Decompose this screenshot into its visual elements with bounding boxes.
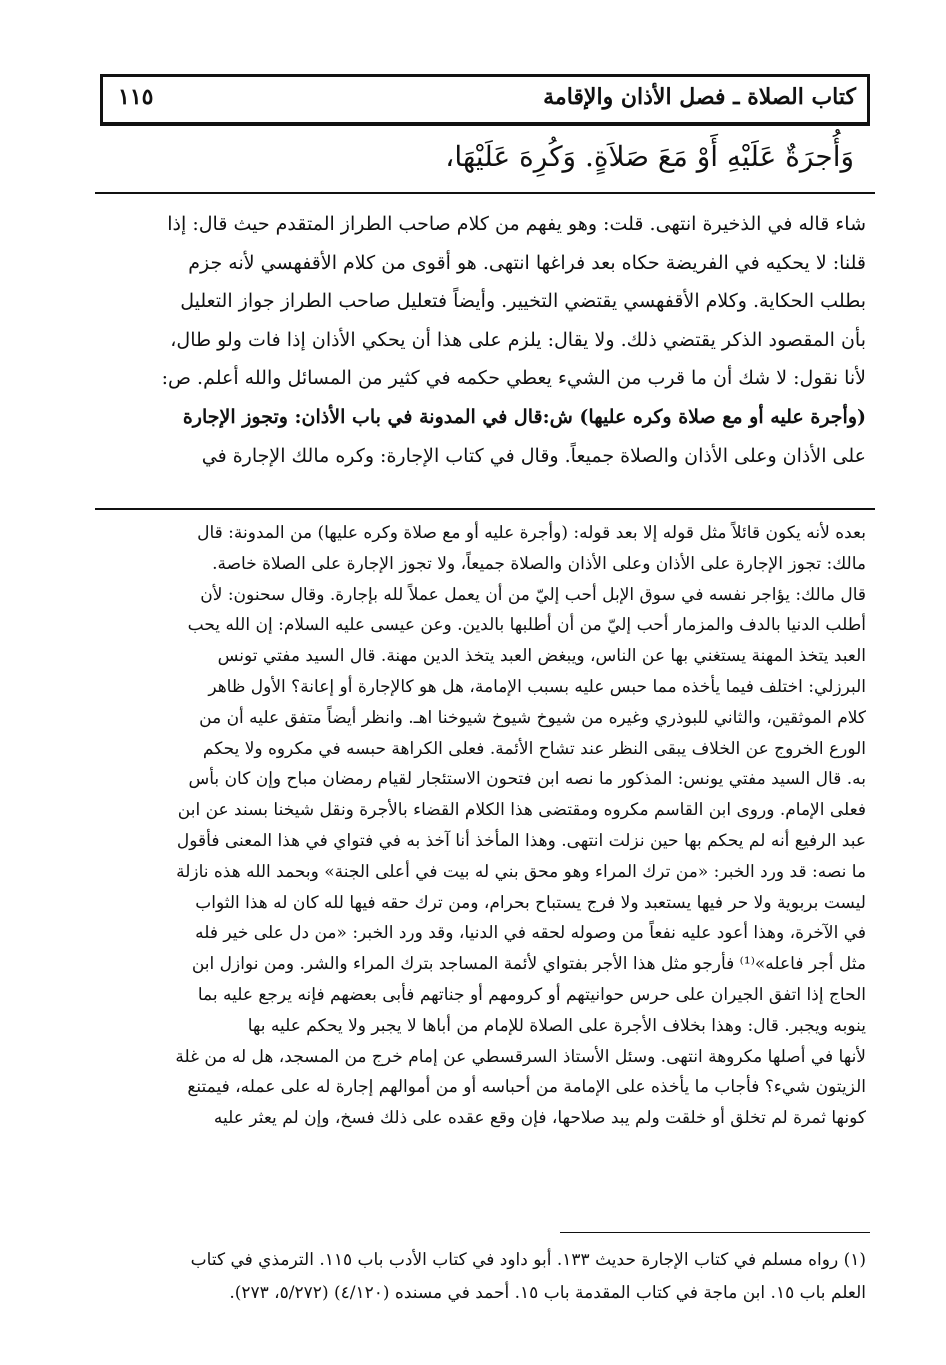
main-text	[86, 205, 866, 475]
commentary-line: قال مالك: يؤاجر نفسه في سوق الإبل أحب إليّ من أن يعمل عملاً لله بإجارة. وقال سحنون: لأن	[200, 584, 866, 605]
commentary-line: الزيتون شيء؟ فأجاب ما يأخذه على الإمامة من أحباسه أو من أموالهم إجارة له على عمله، فيمتنع	[187, 1077, 866, 1098]
commentary-line: كونها ثمرة لم تخلق أو خلقت ولم يبد صلاحها، فإن وقع عقده على ذلك فسخ، وإن لم يعثر عليه	[213, 1108, 866, 1129]
commentary-line: ما نصه: قد ورد الخبر: «من ترك المراء وهو محق بني له بيت في أعلى الجنة» وبحمد الله هذه نازلة	[176, 861, 866, 882]
commentary-line: العبد يتخذ المهنة يستغني بها عن الناس، ويبغض العبد يتخذ الدين مهنة. قال السيد مفتي تونس	[217, 646, 866, 667]
commentary-text	[86, 518, 866, 1134]
main-line: على الأذان وعلى الأذان والصلاة جميعاً. وقال في كتاب الإجارة: وكره مالك الإجارة في	[201, 444, 866, 467]
footnote-line: (١) رواه مسلم في كتاب الإجارة حديث ١٣٣. أبو داود في كتاب الأدب باب ١١٥. الترمذي في كتاب	[190, 1250, 866, 1270]
commentary-line: كلام الموثقين، والثاني للبوذري وغيره من شيوخ شيوخ شيوخنا اهـ. وانظر أيضاً متفق عليه أن من	[199, 707, 866, 728]
running-title: كتاب الصلاة ـ فصل الأذان والإقامة	[543, 84, 856, 110]
commentary-line: عبد الرفيع أنه لم يحكم بها حين نزلت انتهى. وهذا المأخذ أنا آخذ به في فتواي في هذا المعنى فأقول	[176, 830, 866, 851]
commentary-line: مثل أجر فاعله»⁽¹⁾ فأرجو مثل هذا الأجر بفتواي لأئمة المساجد بترك المراء والشر. ومن نوازل ابن	[191, 954, 866, 975]
footnotes	[86, 1244, 866, 1310]
divider-middle	[95, 508, 875, 510]
main-line: شاء قاله في الذخيرة انتهى. قلت: وهو يفهم من كلام صاحب الطراز المتقدم حيث قال: إذا	[167, 213, 866, 235]
main-line: بأن المقصود الذكر يقتضي ذلك. ولا يقال: يلزم على هذا أن يحكي الأذان إذا فات ولو طال،	[170, 328, 866, 351]
main-line: (وأجرة عليه أو مع صلاة وكره عليها) ش:قال في المدونة في باب الأذان: وتجوز الإجارة	[182, 405, 866, 428]
footnote-line: العلم باب ١٥. ابن ماجة في كتاب المقدمة باب ١٥. أحمد في مسنده (٤/١٢٠) (٥/٢٧٢، ٢٧٣).	[229, 1283, 866, 1303]
commentary-line: بعده لأنه يكون قائلاً مثل قوله إلا بعد قوله: (وأجرة عليه أو مع صلاة وكره عليها) من المدونة: قال	[197, 523, 866, 543]
commentary-line: البرزلي: اختلف فيما يأخذه مما حبس عليه بسبب الإمامة، هل هو كالإجارة أو إعانة؟ الأول ظاهر	[208, 676, 866, 697]
commentary-line: لأنها في أصلها مكروهة انتهى. وسئل الأستاذ السرقسطي عن إمام خرج من المسجد، هل له من غلة	[175, 1046, 866, 1067]
commentary-line: الورع الخروج عن الخلاف يبقى النظر عند تشاح الأئمة. فعلى الكراهة حبسه في مكروه ولا يحكم	[202, 738, 866, 759]
matn-verse: وَأُجرَةٌ عَلَيْهِ أَوْ مَعَ صَلاَةٍ. وَكُرِهَ عَلَيْهَا،	[445, 140, 854, 173]
commentary-line: في الآخرة، وهذا أعود عليه نفعاً من وصوله لحقه في الدنيا، وقد ورد الخبر: «من دل على خير فله	[195, 923, 866, 944]
commentary-line: أطلب الدنيا بالدف والمزمار أحب إليّ من أن أطلبها بالدين. وعن عيسى عليه السلام: إن الله يحب	[187, 615, 866, 636]
commentary-line: مالك: تجوز الإجارة على الأذان وعلى الأذان والصلاة جميعاً، ولا تجوز الإجارة على الصلاة خاصة.	[212, 553, 866, 574]
main-line: بطلب الحكاية. وكلام الأقفهسي يقتضي التخيير. وأيضاً فتعليل صاحب الطراز جواز التعليل	[180, 290, 866, 313]
page-number: ١١٥	[118, 84, 154, 110]
commentary-line: به. قال السيد مفتي يونس: المذكور ما نصه ابن فتحون الاستئجار لقيام رمضان مباح وإن كان بأس	[188, 769, 866, 790]
main-line: قلنا: لا يحكيه في الفريضة حكاه بعد فراغها انتهى. هو أقوى من كلام الأقفهسي لأنه جزم	[188, 251, 866, 274]
main-line: لأنا نقول: لا شك أن ما قرب من الشيء يعطي حكمه في كثير من المسائل والله أعلم. ص:	[161, 367, 866, 390]
footnote-divider	[560, 1232, 870, 1233]
commentary-line: ينوبه ويجبر. قال: وهذا بخلاف الأجرة على الصلاة للإمام من أباها لا يجبر ولا يحكم عليه بها	[247, 1015, 866, 1036]
divider-top	[95, 192, 875, 194]
commentary-line: ليست بربوية ولا حر فيها يستعبد ولا فرج يستباح بحرام، ومن ترك حقه فيها لله كان له هذا الثواب	[195, 892, 866, 913]
commentary-line: فعلى الإمام. وروى ابن القاسم مكروه ومقتضى هذا الكلام القضاء بالأجرة ونقل شيخنا بسند عن ابن	[177, 800, 866, 821]
commentary-line: الحاج إذا اتفق الجيران على حرس حوانيتهم أو كرومهم أو جناتهم فأبى بعضهم فإنه يرجع عليه بما	[197, 984, 866, 1005]
